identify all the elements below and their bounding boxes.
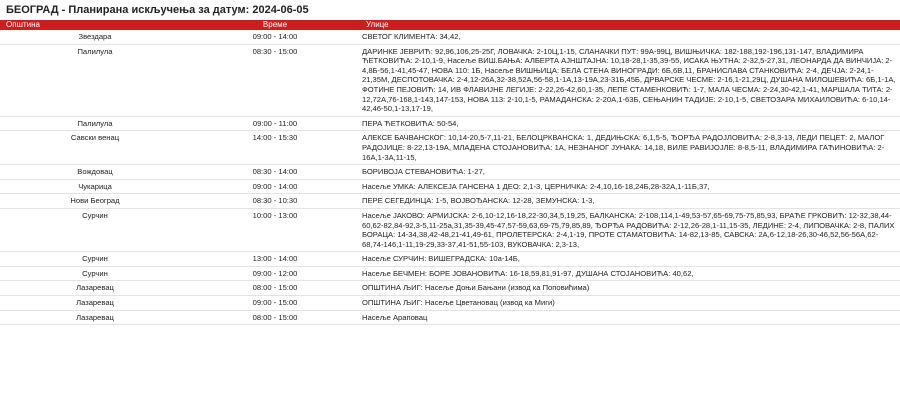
streets-cell: ОПШТИНА ЉИГ: Насеље Цветановац (извод ка Миги) [360, 296, 900, 311]
time-cell: 09:00 - 11:00 [190, 116, 360, 131]
table-row [0, 116, 900, 131]
time-cell: 10:00 - 13:00 [190, 208, 360, 251]
table-row [0, 296, 900, 311]
table-row [0, 194, 900, 209]
municipality-cell: Палилула [0, 116, 190, 131]
time-cell: 13:00 - 14:00 [190, 252, 360, 267]
table-row [0, 44, 900, 116]
streets-cell: ПЕРЕ СЕГЕДИНЦА: 1-5, ВОЈВОЂАНСКА: 12-28, ЗЕМУНСКА: 1-3, [360, 194, 900, 209]
table-row [0, 208, 900, 251]
column-header-streets: Улице [360, 20, 900, 30]
time-cell: 09:00 - 12:00 [190, 266, 360, 281]
table-row [0, 30, 900, 44]
column-header-time: Време [190, 20, 360, 30]
time-cell: 08:30 - 10:30 [190, 194, 360, 209]
table-row [0, 252, 900, 267]
municipality-cell: Палилула [0, 44, 190, 116]
municipality-cell: Сурчин [0, 266, 190, 281]
table-header [0, 20, 900, 30]
time-cell: 08:00 - 15:00 [190, 281, 360, 296]
streets-cell: Насеље УМКА: АЛЕКСЕЈА ГАНСЕНА 1 ДЕО: 2,1-3, ЦЕРНИЧКА: 2-4,10,16-18,24Б,28-32А,1-11Б,37, [360, 179, 900, 194]
streets-cell: ПЕРА ЋЕТКОВИЋА: 50-54, [360, 116, 900, 131]
municipality-cell: Чукарица [0, 179, 190, 194]
municipality-cell: Нови Београд [0, 194, 190, 209]
municipality-cell: Лазаревац [0, 281, 190, 296]
streets-cell: Насеље СУРЧИН: ВИШЕГРАДСКА: 10а-14Б, [360, 252, 900, 267]
municipality-cell: Звездара [0, 30, 190, 44]
time-cell: 08:30 - 14:00 [190, 165, 360, 180]
time-cell: 09:00 - 14:00 [190, 179, 360, 194]
outage-table [0, 20, 900, 325]
municipality-cell: Сурчин [0, 252, 190, 267]
page-title: БЕОГРАД - Планирана искључења за датум: 2024-06-05 [6, 4, 309, 16]
table-row [0, 266, 900, 281]
time-cell: 08:00 - 15:00 [190, 310, 360, 325]
streets-cell: АЛЕКСЕ БАЧВАНСКОГ: 10,14-20,5-7,11-21, БЕЛОЦРКВАНСКА: 1, ДЕДИЊСКА: 6,1,5-5, ЂОРЂА РАДОЈЛОВИЋА: 2-8,3-13, ЛЕДИ ПЕЦЕТ: 2, МАЛОГ РАДОЈИЦЕ: 8-22,13-19А, МЛАДЕНА СТОЈАНОВИЋА: 1А, НЕЗНАНОГ ЈУНАКА: 14,18, ВИЛЕ РАВИЈОЈЛЕ: 8-8,5-11, ВЛАДИМИРА ГАЋИНОВИЋА: 2-16А,1-3А,11-15, [360, 131, 900, 165]
streets-cell: Насеље БЕЧМЕН: БОРЕ ЈОВАНОВИЋА: 16-18,59,81,91-97, ДУШАНА СТОЈАНОВИЋА: 40,62, [360, 266, 900, 281]
municipality-cell: Лазаревац [0, 310, 190, 325]
table-row [0, 165, 900, 180]
table-row [0, 281, 900, 296]
time-cell: 08:30 - 15:00 [190, 44, 360, 116]
table-row [0, 179, 900, 194]
column-header-municipality: Општина [0, 20, 190, 30]
streets-cell: ОПШТИНА ЉИГ: Насеље Доњи Бањани (извод ка Поповићима) [360, 281, 900, 296]
table-row [0, 131, 900, 165]
time-cell: 09:00 - 14:00 [190, 30, 360, 44]
municipality-cell: Савски венац [0, 131, 190, 165]
municipality-cell: Сурчин [0, 208, 190, 251]
time-cell: 14:00 - 15:30 [190, 131, 360, 165]
streets-cell: Насеље ЈАКОВО: АРМИЈСКА: 2-6,10-12,16-18,22-30,34,5,19,25, БАЛКАНСКА: 2-108,114,1-49,53-57,65-69,75-75,85,93, БРАЋЕ ГРКОВИЋ: 12-32,38,44-60,62-82,84-92,3-5,11-25а,31,35-39,45-47,57-59,63,69-75,79,85,89, ЂОРЂА РАДОВИЋА: 2-12,26-28,1-11,15-35, ЛЕДИНЕ: 2-4, ЛИПОВАЧКА: 2-8, ПАЛИХ БОРАЦА: 14-34,38,42-48,21-41,49-61, ПРОЛЕТЕРСКА: 2-4,1-19, ПРОТЕ СТАМАТОВИЋА: 14-82,13-85, САВСКА: 2А,6-12,18-26,30-46,52,56-56А,62-68,74-146,1-11,19-29,33-37,41-51,55-103, ВУКОВАЧКА: 2,3-13, [360, 208, 900, 251]
streets-cell: СВЕТОГ КЛИМЕНТА: 34,42, [360, 30, 900, 44]
streets-cell: ДАРИНКЕ ЈЕВРИЋ: 92,96,106,25-25Г, ЛОВАЧКА: 2-10Ц,1-15, СЛАНАЧКИ ПУТ: 99А-99Ц, ВИШЊИЧКА: 182-188,192-196,131-147, ВЛАДИМИРА ЋЕТКОВИЋА: 2-10,1-9, Насеље ВИШ.БАЊА: АЛБЕРТА АЈНШТАЈНА: 10,18-28,1-35,39-55, ИСАКА ЊУТНА: 2-32,5-27,31, ЛЕОНАРДА ДА ВИНЧИЈА: 2-4,8Б-56,1-41,45-47, НОВА 110: 1Б, Насеље ВИШЊИЦА: БЕЛА СТЕНА ВИНОГРАДИ: 6Б,6В,11, БРАНИСЛАВА СТАНКОВИЋА: 2-4, ДЕЧЈА: 2-24,1-21,35М, ДЕСПОТОВАЧКА: 2-4,12-26А,32-38,52А,56-58,1-1А,13-19А,23-31Б,45Б, ДРВАРСКЕ ЧЕСМЕ: 2-16,1-21,29Ц, ДУШАНА МИЛОШЕВИЋА: 6Б,1-1А, ФОТИНЕ ПЕЈОВИЋ: 14, ИВ ФЛАВИЈНЕ ЛЕГИЈЕ: 2-22,26-42,60,1-35, ЛЕПЕ СТАМЕНКОВИЋ: 1-7, МАЛА ЧЕСМА: 2-24,30-42,1-41, МАРШАЛА ТИТА: 2-12,72А,76-168,1-143,147-153, НОВА 113: 2-10,1-5, РАМАДАНСКА: 2-20А,1-63Б, СЕЊАНИН ТАДИЈЕ: 2-10,1-5, СВЕТОЗАРА МИХАИЛОВИЋА: 6-10,14-42,46-50,1-13,17-19, [360, 44, 900, 116]
table-body [0, 30, 900, 325]
streets-cell: Насеље Араповац [360, 310, 900, 325]
streets-cell: БОРИВОЈА СТЕВАНОВИЋА: 1-27, [360, 165, 900, 180]
municipality-cell: Вождовац [0, 165, 190, 180]
time-cell: 09:00 - 15:00 [190, 296, 360, 311]
municipality-cell: Лазаревац [0, 296, 190, 311]
table-row [0, 310, 900, 325]
